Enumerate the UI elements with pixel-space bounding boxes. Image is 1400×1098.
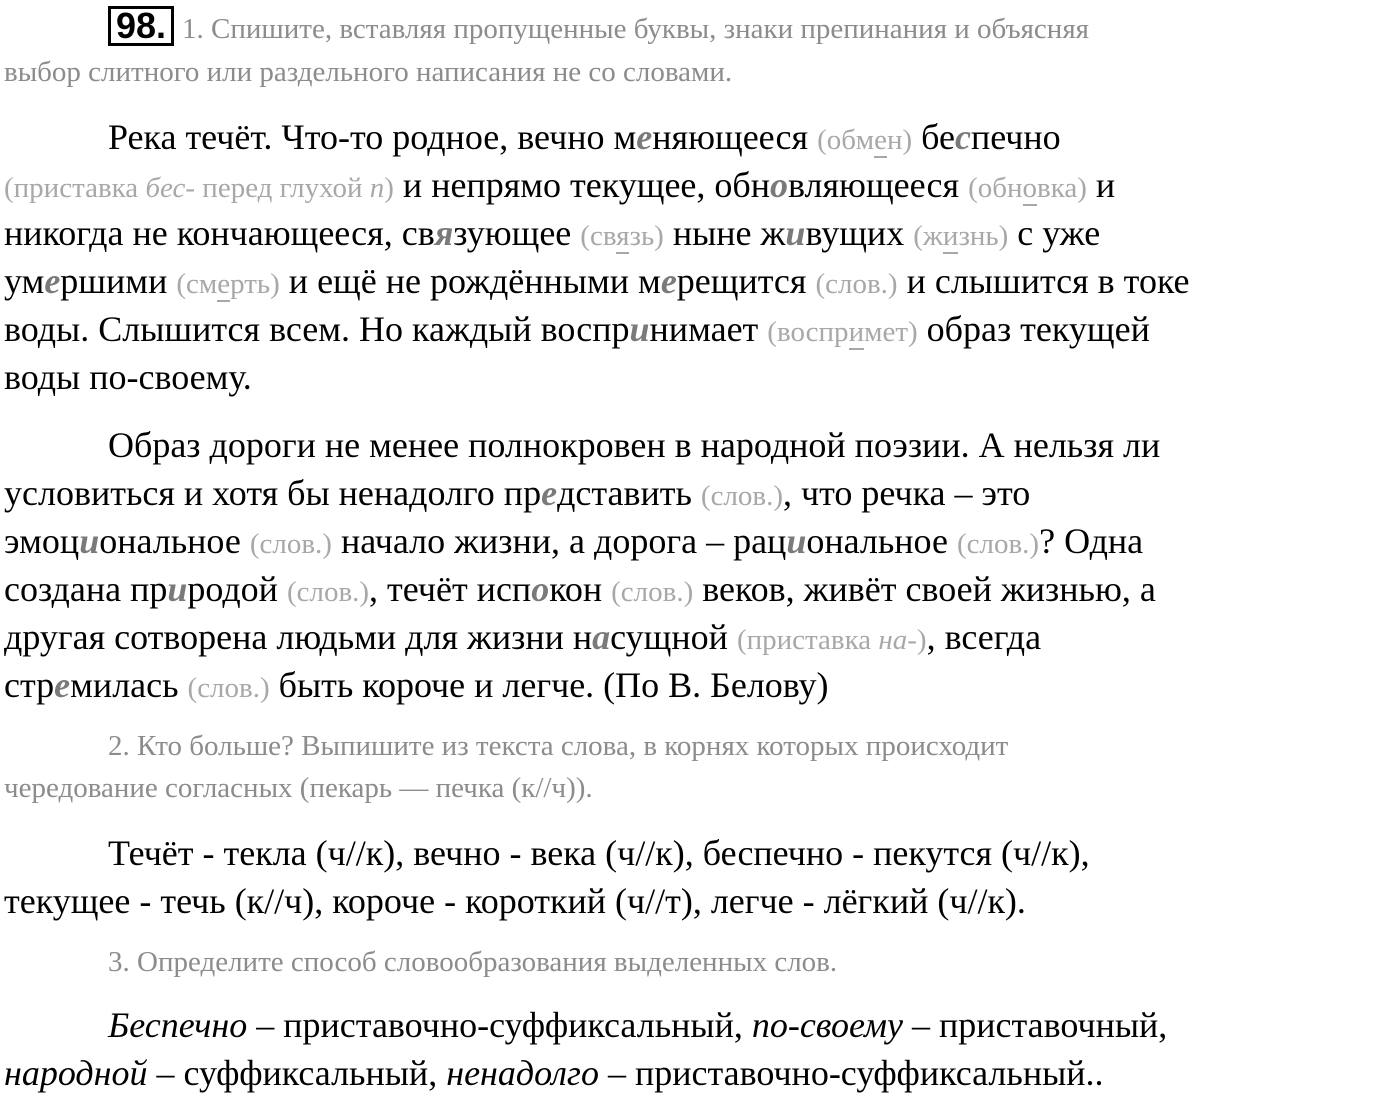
p1-line-1: Река течёт. Что-то родное, вечно меняющееся (обмен) беспечно xyxy=(108,117,1061,157)
p1-line-5: воды. Слышится всем. Но каждый воспринимает (воспримет) образ текущей xyxy=(4,309,1150,349)
p2-line-4: создана природой (слов.), течёт испокон (слов.) веков, живёт своей жизнью, а xyxy=(4,569,1156,609)
answer-3-line-1: Беспечно – приставочно-суффиксальный, по-своему – приставочный, xyxy=(108,1005,1168,1045)
task-2-line-2: чередование согласных (пекарь — печка (к//ч)). xyxy=(4,772,593,804)
answer-3-line-2: народной – суффиксальный, ненадолго – приставочно-суффиксальный.. xyxy=(4,1053,1104,1093)
task-2-line-1: 2. Кто больше? Выпишите из текста слова, в корнях которых происходит xyxy=(108,730,1009,762)
p1-line-6: воды по-своему. xyxy=(4,357,252,397)
p2-line-3: эмоциональное (слов.) начало жизни, а дорога – рациональное (слов.)? Одна xyxy=(4,521,1144,561)
answer-2-line-2: текущее - течь (к//ч), короче - короткий (ч//т), легче - лёгкий (ч//к). xyxy=(4,881,1026,921)
p2-line-1: Образ дороги не менее полнокровен в народной поэзии. А нельзя ли xyxy=(108,425,1161,465)
exercise-number: 98. xyxy=(108,6,174,46)
task-1-line-2: выбор слитного или раздельного написания не со словами. xyxy=(4,56,733,88)
p1-line-4: умершими (смерть) и ещё не рождёнными мерещится (слов.) и слышится в токе xyxy=(4,261,1190,301)
p2-line-6: стремилась (слов.) быть короче и легче. (По В. Белову) xyxy=(4,665,829,705)
p2-line-5: другая сотворена людьми для жизни насущной (приставка на-), всегда xyxy=(4,617,1042,657)
p1-line-3: никогда не кончающееся, связующее (связь) ныне живущих (жизнь) с уже xyxy=(4,213,1101,253)
task-1-line-1: 98. 1. Спишите, вставляя пропущенные буквы, знаки препинания и объясняя xyxy=(108,6,1089,46)
task-3: 3. Определите способ словообразования выделенных слов. xyxy=(108,946,838,978)
p2-line-2: условиться и хотя бы ненадолго представить (слов.), что речка – это xyxy=(4,473,1031,513)
p1-line-2: (приставка бес- перед глухой п) и непрямо текущее, обновляющееся (обновка) и xyxy=(4,165,1116,205)
answer-2-line-1: Течёт - текла (ч//к), вечно - века (ч//к), беспечно - пекутся (ч//к), xyxy=(108,833,1090,873)
